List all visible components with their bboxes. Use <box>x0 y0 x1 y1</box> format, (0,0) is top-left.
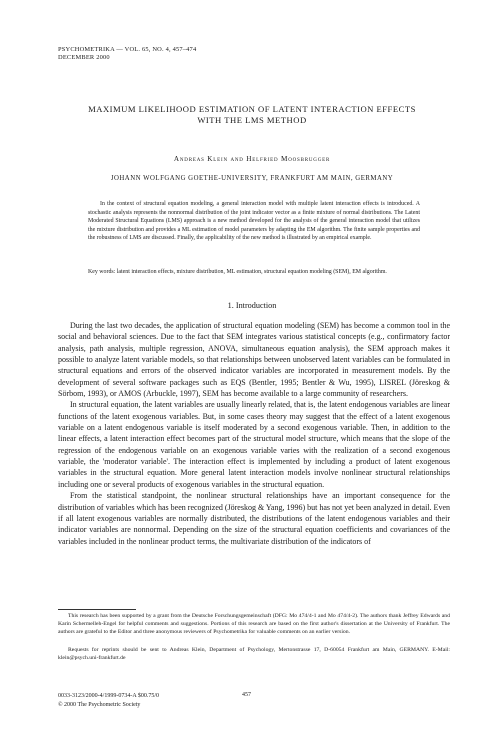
paragraph: From the statistical standpoint, the nonlinear structural relationships have an important consequence for the distribution of variables which has been recognized (Jöreskog & Yang, 1996) but has not yet been analyzed in detail. Even if all latent exogenous variables are normally distributed, the distributions of the latent endogenous variables and their indicator variables are nonnormal. Depending on the size of the structural equation coefficients and covariances of the variables included in the nonlinear product terms, the multivariate distribution of the indicators of <box>58 491 450 546</box>
issn-block <box>58 692 159 709</box>
affiliation: JOHANN WOLFGANG GOETHE-UNIVERSITY, FRANKFURT AM MAIN, GERMANY <box>110 175 394 182</box>
abstract: In the context of structural equation modeling, a general interaction model with multiple latent interaction effects is introduced. A stochastic analysis represents the nonnormal distribution of the joint indicator vector as a finite mixture of normal distributions. The Latent Moderated Structural Equations (LMS) approach is a new method developed for the analysis of the general interaction model that utilizes the mixture distribution and provides a ML estimation of model parameters by adapting the EM algorithm. The finite sample properties and the robustness of LMS are discussed. Finally, the applicability of the new method is illustrated by an empirical example. <box>88 201 420 242</box>
paper-title <box>40 104 464 126</box>
title-line: WITH THE LMS METHOD <box>197 115 307 125</box>
paragraph: In structural equation, the latent variables are usually linearly related, that is, the latent endogenous variables are linear functions of the latent exogenous variables. But, in some cases theory may suggest that the effect of a latent exogenous variable on a latent endogenous variable is itself moderated by a second exogenous variable. Then, in addition to the linear effects, a latent interaction effect becomes part of the structural model structure, which means that the slope of the regression of the endogenous variable on an exogenous variable varies with the realization of a second exogenous variable, the 'moderator variable'. The interaction effect is implemented by including a product of latent exogenous variables in the structural equation. More general latent interaction models involve nonlinear structural relationships including one or several products of exogenous variables in the structural equation. <box>58 400 450 489</box>
copyright-line: © 2000 The Psychometric Society <box>58 701 141 708</box>
journal-header <box>58 46 196 62</box>
issue-date: DECEMBER 2000 <box>58 54 110 61</box>
title-line: MAXIMUM LIKELIHOOD ESTIMATION OF LATENT INTERACTION EFFECTS <box>88 104 416 114</box>
page-number: 457 <box>242 692 251 698</box>
section-heading: 1. Introduction <box>227 301 277 310</box>
paragraph: During the last two decades, the application of structural equation modeling (SEM) has become a common tool in the social and behavioral sciences. Due to the fact that SEM integrates various statistical concepts (e.g., confirmatory factor analysis, path analysis, multiple regression, ANOVA, simultaneous equation analysis), the SEM approach makes it possible to analyze latent variable models, so that relationships between unobserved latent variables can be formulated in structural equations and errors of the observed indicator variables are incorporated in measurement models. By the development of several software packages such as EQS (Bentler, 1995; Bentler & Wu, 1995), LISREL (Jöreskog & Sörbom, 1993), or AMOS (Arbuckle, 1997), SEM has become available to a large community of researchers. <box>58 321 450 399</box>
author-list: Andreas Klein and Helfried Moosbrugger <box>173 155 331 163</box>
issn-line: 0033-3123/2000-4/1999-0734-A $00.75/0 <box>58 693 159 699</box>
footnote-reprints: Requests for reprints should be sent to Andreas Klein, Department of Psychology, Mertonstrasse 17, D-60054 Frankfurt am Main, GERMANY. E-Mail: klein@psych.uni-frankfurt.de <box>58 647 450 662</box>
footnote-acknowledgement: This research has been supported by a grant from the Deutsche Forschungsgemeinschaft (DFG: Mo 474/4-1 and Mo 474/4-2). The authors thank Jeffrey Edwards and Karin Schermelleh-Engel for helpful comments and suggestions. Portions of this research are based on the first author's dissertation at the University of Frankfurt. The authors are grateful to the Editor and three anonymous reviewers of Psychometrika for valuable comments on an earlier version. <box>58 613 450 636</box>
body-text <box>58 320 450 547</box>
footnote-divider <box>58 609 136 610</box>
journal-citation: PSYCHOMETRIKA — VOL. 65, NO. 4, 457–474 <box>58 46 197 53</box>
keywords: Key words: latent interaction effects, mixture distribution, ML estimation, structural equation modeling (SEM), EM algorithm. <box>88 269 387 275</box>
